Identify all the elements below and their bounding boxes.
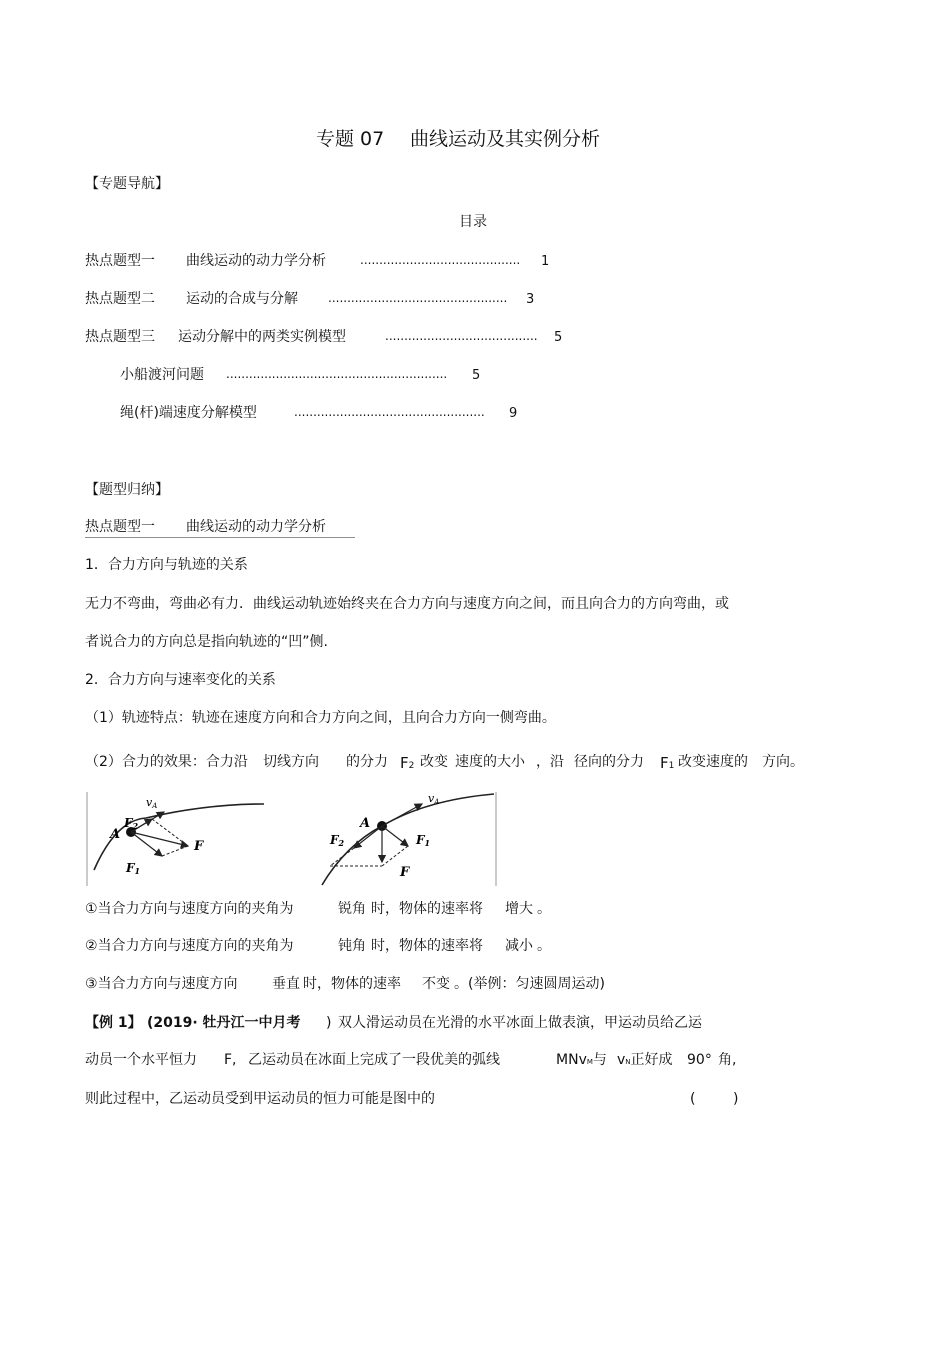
item2-part-a: （2）合力的效果：合力沿 xyxy=(85,754,248,770)
item2-part-b: 切线方向 xyxy=(263,754,319,770)
toc-entry-name: 曲线运动的动力学分析 xyxy=(186,253,326,269)
answer-paren-open: ( xyxy=(690,1091,696,1107)
label-f1: F1 xyxy=(126,861,141,876)
page-title-code: 专题 07 xyxy=(316,128,385,150)
toc-entry-dots: .......................................... xyxy=(360,253,521,267)
f1-arrow xyxy=(382,826,408,846)
case2-b: 钝角 xyxy=(338,938,366,954)
right-diagram xyxy=(322,792,494,885)
example-source-end: ) xyxy=(326,1015,332,1031)
toc-title: 目录 xyxy=(459,214,487,230)
label-v: vA xyxy=(146,796,158,810)
example-line3: 则此过程中，乙运动员受到甲运动员的恒力可能是图中的 xyxy=(85,1091,435,1107)
section-heading-label: 热点题型一 xyxy=(85,519,155,535)
point1-text-line1: 无力不弯曲，弯曲必有力．曲线运动轨迹始终夹在合力方向与速度方向之间，而且向合力的方向弯曲，或 xyxy=(85,596,729,612)
force-decomposition-figure xyxy=(86,790,498,888)
example-line1: 双人滑运动员在光滑的水平冰面上做表演，甲运动员给乙运 xyxy=(338,1015,702,1031)
case1-c: 时，物体的速率将 xyxy=(371,901,483,917)
label-f: F xyxy=(194,839,204,854)
toc-entry-page: 1 xyxy=(541,254,550,269)
case2-c: 时，物体的速率将 xyxy=(371,938,483,954)
point2-item1: （1）轨迹特点：轨迹在速度方向和合力方向之间，且向合力方向一侧弯曲。 xyxy=(85,710,556,726)
answer-paren-close: ) xyxy=(733,1091,739,1107)
toc-entry-dots: .................................................. xyxy=(294,405,485,419)
toc-entry-dots: ........................................ xyxy=(385,329,538,343)
toc-entry-name: 运动的合成与分解 xyxy=(186,291,298,307)
example-line2-angle: 90° xyxy=(687,1052,712,1068)
case1-b: 锐角 xyxy=(338,901,366,917)
point1-text-line2: 者说合力的方向总是指向轨迹的“凹”侧. xyxy=(85,634,328,650)
toc-entry-name: 绳(杆)端速度分解模型 xyxy=(120,405,257,421)
case2-d: 减小 xyxy=(505,938,533,954)
example-line2-end: 角, xyxy=(718,1052,737,1068)
toc-entry-label: 热点题型三 xyxy=(85,329,155,345)
label-f2: F2 xyxy=(330,833,345,848)
example-line2-c: 乙运动员在冰面上完成了一段优美的弧线 xyxy=(248,1052,500,1068)
label-a: A xyxy=(110,827,121,842)
toc-entry-label: 热点题型二 xyxy=(85,291,155,307)
toc-entry-page: 3 xyxy=(526,292,535,307)
item2-part-g: 径向的分力 xyxy=(574,754,644,770)
item2-f1: F1 xyxy=(660,754,675,772)
toc-entry-label: 热点题型一 xyxy=(85,253,155,269)
example-line2-vn: vN正好成 xyxy=(617,1052,673,1068)
item2-f2: F2 xyxy=(400,754,415,772)
point2-title: 2．合力方向与速率变化的关系 xyxy=(85,672,276,688)
case1-d: 增大 xyxy=(505,901,533,917)
toc-entry-name: 小船渡河问题 xyxy=(120,367,204,383)
toc-entry-dots: ............................................... xyxy=(328,291,508,305)
case3-d: 不变 xyxy=(422,976,450,992)
velocity-arrow xyxy=(382,804,422,826)
example-line2-b: F, xyxy=(224,1052,237,1068)
item2-part-c: 的分力 xyxy=(346,754,388,770)
case2-a: ②当合力方向与速度方向的夹角为 xyxy=(85,938,294,954)
page-title: 曲线运动及其实例分析 xyxy=(410,128,601,150)
label-f1: F1 xyxy=(416,833,431,848)
example-line2-mn: MNvM与 xyxy=(556,1052,607,1068)
item2-part-i: 方向。 xyxy=(762,754,804,770)
toc-entry-page: 5 xyxy=(472,368,481,383)
case3-a: ③当合力方向与速度方向 xyxy=(85,976,238,992)
section-heading-name: 曲线运动的动力学分析 xyxy=(186,519,326,535)
point1-title: 1．合力方向与轨迹的关系 xyxy=(85,557,248,573)
case1-e: 。 xyxy=(537,901,551,917)
toc-entry-dots: .......................................................... xyxy=(226,367,448,381)
label-f: F xyxy=(400,865,410,880)
dashed-line xyxy=(382,846,408,866)
dashed-line xyxy=(162,846,188,856)
case1-a: ①当合力方向与速度方向的夹角为 xyxy=(85,901,294,917)
label-v: vA xyxy=(428,792,440,806)
toc-entry-page: 9 xyxy=(509,406,518,421)
toc-entry-name: 运动分解中的两类实例模型 xyxy=(178,329,346,345)
case3-c: 时，物体的速率 xyxy=(303,976,401,992)
heading-underline xyxy=(85,537,355,538)
item2-part-d: 改变 xyxy=(420,754,448,770)
toc-entry-page: 5 xyxy=(554,330,563,345)
example-source: (2019· 牡丹江一中月考 xyxy=(147,1015,301,1031)
case3-b: 垂直 xyxy=(272,976,300,992)
item2-part-f: ，沿 xyxy=(536,754,564,770)
left-diagram xyxy=(94,796,264,876)
label-f2: F2 xyxy=(124,816,139,831)
case3-e: 。(举例：匀速圆周运动) xyxy=(454,976,605,992)
example-label: 【例 1】 xyxy=(85,1015,142,1031)
case2-e: 。 xyxy=(537,938,551,954)
item2-part-h: 改变速度的 xyxy=(678,754,748,770)
label-a: A xyxy=(360,816,371,831)
nav-section-label: 【专题导航】 xyxy=(85,176,169,192)
item2-part-e: 速度的大小 xyxy=(455,754,525,770)
example-line2-a: 动员一个水平恒力 xyxy=(85,1052,197,1068)
summary-section-label: 【题型归纳】 xyxy=(85,482,169,498)
